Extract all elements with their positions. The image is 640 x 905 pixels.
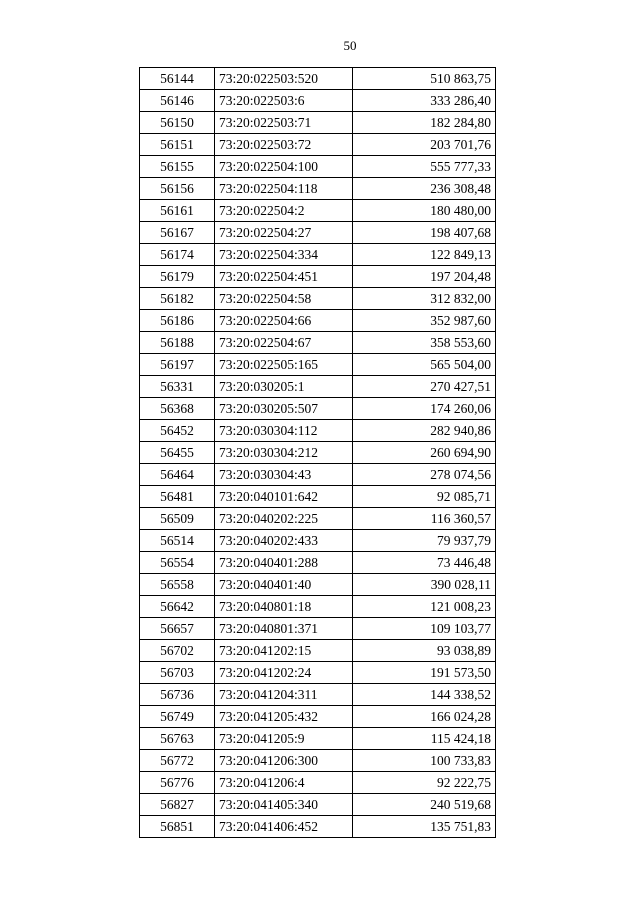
cadastral-number-cell: 73:20:030205:507 [215, 398, 353, 420]
table-row [140, 90, 496, 112]
row-number-cell: 56179 [140, 266, 215, 288]
row-number-cell: 56827 [140, 794, 215, 816]
row-number-cell: 56452 [140, 420, 215, 442]
value-cell: 333 286,40 [353, 90, 496, 112]
cadastral-number-cell: 73:20:030304:43 [215, 464, 353, 486]
row-number-cell: 56702 [140, 640, 215, 662]
cadastral-number-cell: 73:20:022503:520 [215, 68, 353, 90]
cadastral-number-cell: 73:20:041202:15 [215, 640, 353, 662]
row-number-cell: 56167 [140, 222, 215, 244]
row-number-cell: 56763 [140, 728, 215, 750]
cadastral-number-cell: 73:20:030304:112 [215, 420, 353, 442]
table-row [140, 200, 496, 222]
cadastral-number-cell: 73:20:022504:334 [215, 244, 353, 266]
cadastral-number-cell: 73:20:040401:288 [215, 552, 353, 574]
table-row [140, 618, 496, 640]
cadastral-number-cell: 73:20:030205:1 [215, 376, 353, 398]
value-cell: 92 222,75 [353, 772, 496, 794]
value-cell: 236 308,48 [353, 178, 496, 200]
table-row [140, 640, 496, 662]
row-number-cell: 56736 [140, 684, 215, 706]
table-row [140, 684, 496, 706]
cadastral-number-cell: 73:20:041405:340 [215, 794, 353, 816]
row-number-cell: 56703 [140, 662, 215, 684]
value-cell: 260 694,90 [353, 442, 496, 464]
row-number-cell: 56772 [140, 750, 215, 772]
cadastral-number-cell: 73:20:040801:18 [215, 596, 353, 618]
table-row [140, 486, 496, 508]
table-row [140, 134, 496, 156]
table-row [140, 728, 496, 750]
row-number-cell: 56657 [140, 618, 215, 640]
table-body [140, 68, 496, 838]
row-number-cell: 56642 [140, 596, 215, 618]
table-row [140, 310, 496, 332]
row-number-cell: 56749 [140, 706, 215, 728]
value-cell: 79 937,79 [353, 530, 496, 552]
value-cell: 116 360,57 [353, 508, 496, 530]
row-number-cell: 56481 [140, 486, 215, 508]
value-cell: 115 424,18 [353, 728, 496, 750]
cadastral-number-cell: 73:20:022504:58 [215, 288, 353, 310]
cadastral-number-cell: 73:20:041205:9 [215, 728, 353, 750]
row-number-cell: 56368 [140, 398, 215, 420]
table-row [140, 464, 496, 486]
cadastral-number-cell: 73:20:022503:71 [215, 112, 353, 134]
table-row [140, 574, 496, 596]
value-cell: 352 987,60 [353, 310, 496, 332]
row-number-cell: 56514 [140, 530, 215, 552]
table-row [140, 222, 496, 244]
table-row [140, 772, 496, 794]
table-row [140, 178, 496, 200]
value-cell: 203 701,76 [353, 134, 496, 156]
table-row [140, 244, 496, 266]
row-number-cell: 56509 [140, 508, 215, 530]
value-cell: 135 751,83 [353, 816, 496, 838]
cadastral-number-cell: 73:20:040101:642 [215, 486, 353, 508]
value-cell: 144 338,52 [353, 684, 496, 706]
table-row [140, 68, 496, 90]
cadastral-number-cell: 73:20:041205:432 [215, 706, 353, 728]
table-row [140, 266, 496, 288]
value-cell: 93 038,89 [353, 640, 496, 662]
table-row [140, 596, 496, 618]
value-cell: 358 553,60 [353, 332, 496, 354]
row-number-cell: 56146 [140, 90, 215, 112]
cadastral-number-cell: 73:20:022503:72 [215, 134, 353, 156]
row-number-cell: 56186 [140, 310, 215, 332]
table-row [140, 354, 496, 376]
value-cell: 121 008,23 [353, 596, 496, 618]
value-cell: 182 284,80 [353, 112, 496, 134]
table-row [140, 112, 496, 134]
value-cell: 565 504,00 [353, 354, 496, 376]
cadastral-number-cell: 73:20:022504:451 [215, 266, 353, 288]
table-row [140, 508, 496, 530]
value-cell: 92 085,71 [353, 486, 496, 508]
value-cell: 73 446,48 [353, 552, 496, 574]
value-cell: 166 024,28 [353, 706, 496, 728]
value-cell: 240 519,68 [353, 794, 496, 816]
row-number-cell: 56851 [140, 816, 215, 838]
value-cell: 109 103,77 [353, 618, 496, 640]
row-number-cell: 56188 [140, 332, 215, 354]
table-row [140, 706, 496, 728]
value-cell: 197 204,48 [353, 266, 496, 288]
cadastral-number-cell: 73:20:022504:67 [215, 332, 353, 354]
row-number-cell: 56144 [140, 68, 215, 90]
value-cell: 100 733,83 [353, 750, 496, 772]
value-cell: 278 074,56 [353, 464, 496, 486]
table-row [140, 332, 496, 354]
cadastral-number-cell: 73:20:041204:311 [215, 684, 353, 706]
cadastral-number-cell: 73:20:040202:433 [215, 530, 353, 552]
row-number-cell: 56156 [140, 178, 215, 200]
cadastral-number-cell: 73:20:022504:2 [215, 200, 353, 222]
cadastral-number-cell: 73:20:022503:6 [215, 90, 353, 112]
row-number-cell: 56331 [140, 376, 215, 398]
table-row [140, 398, 496, 420]
value-cell: 191 573,50 [353, 662, 496, 684]
table-row [140, 662, 496, 684]
row-number-cell: 56197 [140, 354, 215, 376]
row-number-cell: 56558 [140, 574, 215, 596]
cadastral-number-cell: 73:20:022505:165 [215, 354, 353, 376]
row-number-cell: 56776 [140, 772, 215, 794]
cadastral-number-cell: 73:20:022504:118 [215, 178, 353, 200]
row-number-cell: 56455 [140, 442, 215, 464]
cadastral-number-cell: 73:20:040801:371 [215, 618, 353, 640]
row-number-cell: 56554 [140, 552, 215, 574]
row-number-cell: 56151 [140, 134, 215, 156]
table-row [140, 794, 496, 816]
cadastral-number-cell: 73:20:022504:27 [215, 222, 353, 244]
row-number-cell: 56150 [140, 112, 215, 134]
value-cell: 510 863,75 [353, 68, 496, 90]
value-cell: 180 480,00 [353, 200, 496, 222]
row-number-cell: 56174 [140, 244, 215, 266]
cadastral-number-cell: 73:20:040401:40 [215, 574, 353, 596]
table-row [140, 816, 496, 838]
value-cell: 174 260,06 [353, 398, 496, 420]
row-number-cell: 56464 [140, 464, 215, 486]
cadastral-number-cell: 73:20:041206:4 [215, 772, 353, 794]
value-cell: 555 777,33 [353, 156, 496, 178]
cadastral-number-cell: 73:20:041206:300 [215, 750, 353, 772]
table-row [140, 376, 496, 398]
cadastral-number-cell: 73:20:041202:24 [215, 662, 353, 684]
cadastral-number-cell: 73:20:040202:225 [215, 508, 353, 530]
cadastral-number-cell: 73:20:041406:452 [215, 816, 353, 838]
table-row [140, 750, 496, 772]
value-cell: 282 940,86 [353, 420, 496, 442]
table-row [140, 288, 496, 310]
value-cell: 198 407,68 [353, 222, 496, 244]
data-table [139, 67, 496, 838]
cadastral-number-cell: 73:20:022504:100 [215, 156, 353, 178]
table-row [140, 530, 496, 552]
cadastral-number-cell: 73:20:030304:212 [215, 442, 353, 464]
value-cell: 270 427,51 [353, 376, 496, 398]
table-row [140, 442, 496, 464]
table-row [140, 552, 496, 574]
row-number-cell: 56155 [140, 156, 215, 178]
row-number-cell: 56182 [140, 288, 215, 310]
cadastral-number-cell: 73:20:022504:66 [215, 310, 353, 332]
page-number: 50 [343, 38, 357, 53]
value-cell: 390 028,11 [353, 574, 496, 596]
value-cell: 312 832,00 [353, 288, 496, 310]
table-row [140, 156, 496, 178]
row-number-cell: 56161 [140, 200, 215, 222]
value-cell: 122 849,13 [353, 244, 496, 266]
table-row [140, 420, 496, 442]
